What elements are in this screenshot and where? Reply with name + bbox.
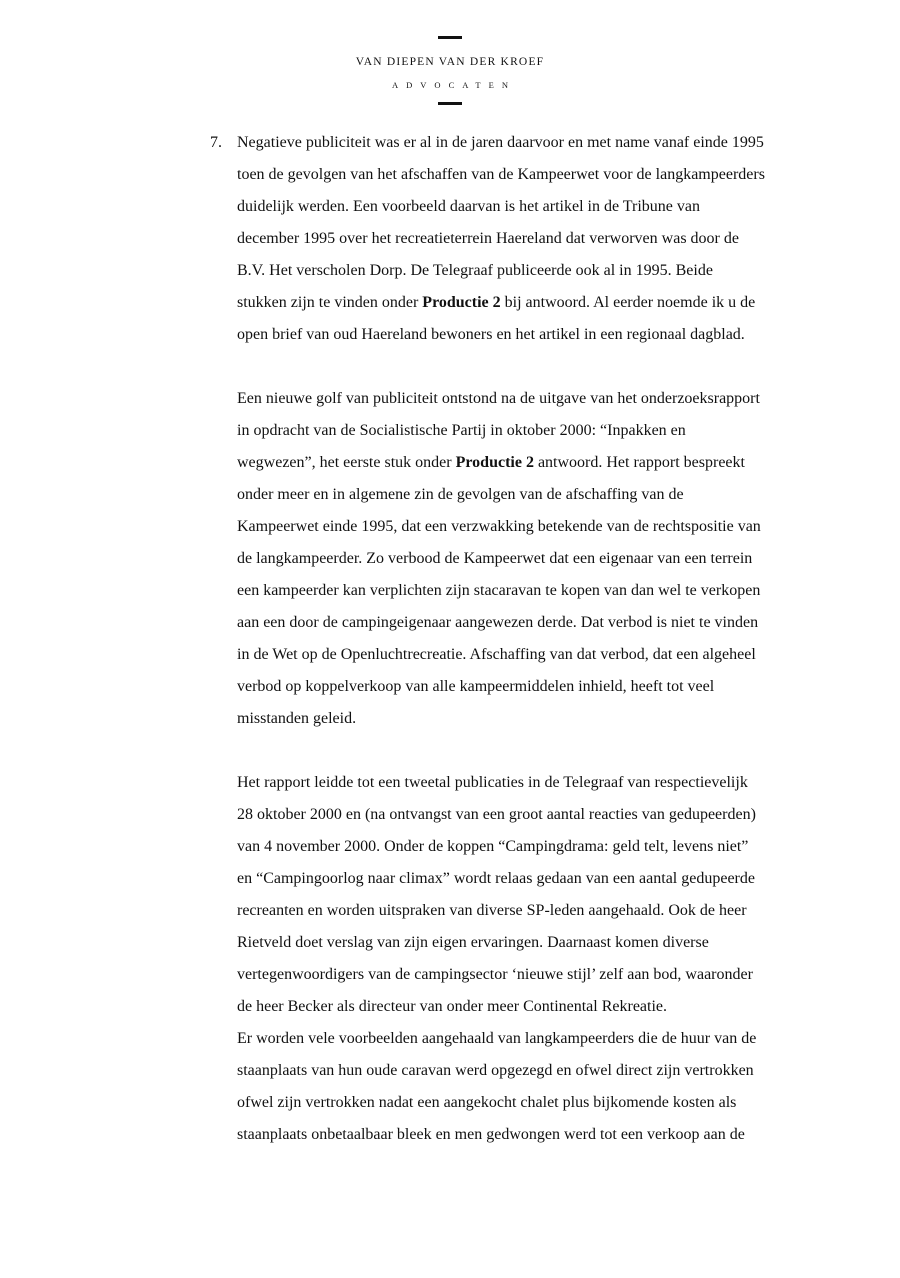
paragraph-line: Kampeerwet einde 1995, dat een verzwakking betekende van de rechtspositie van (237, 518, 761, 535)
paragraph-line (210, 127, 857, 159)
paragraph-line: misstanden geleid. (237, 710, 357, 727)
paragraph-line: in opdracht van de Socialistische Partij in oktober 2000: “Inpakken en (237, 422, 686, 439)
paragraph-line: Het rapport leidde tot een tweetal publicaties in de Telegraaf van respectievelijk (237, 774, 748, 791)
paragraph-line: 28 oktober 2000 en (na ontvangst van een groot aantal reacties van gedupeerden) (237, 806, 756, 823)
paragraph-line: december 1995 over het recreatieterrein Haereland dat verworven was door de (237, 230, 739, 247)
text-run: antwoord. Het rapport bespreekt (533, 454, 745, 471)
paragraph-line: van 4 november 2000. Onder de koppen “Campingdrama: geld telt, levens niet” (237, 838, 749, 855)
paragraph-line: staanplaats onbetaalbaar bleek en men gedwongen werd tot een verkoop aan de (237, 1126, 745, 1143)
paragraph-line: staanplaats van hun oude caravan werd opgezegd en ofwel direct zijn vertrokken (237, 1062, 754, 1079)
text-run: stukken zijn te vinden onder (237, 294, 423, 311)
paragraph-line: Rietveld doet verslag van zijn eigen ervaringen. Daarnaast komen diverse (237, 934, 709, 951)
paragraph-line: onder meer en in algemene zin de gevolgen van de afschaffing van de (237, 486, 684, 503)
paragraph-line (237, 447, 857, 479)
paragraph-line: Een nieuwe golf van publiciteit ontstond na de uitgave van het onderzoeksrapport (237, 390, 760, 407)
letterhead-top-rule (438, 36, 462, 39)
paragraph-line: toen de gevolgen van het afschaffen van de Kampeerwet voor de langkampeerders (237, 166, 765, 183)
paragraph-line: vertegenwoordigers van de campingsector ‘nieuwe stijl’ zelf aan bod, waaronder (237, 966, 753, 983)
paragraph-text: Negatieve publiciteit was er al in de jaren daarvoor en met name vanaf einde 1995 (237, 134, 764, 151)
document-body (210, 127, 857, 1151)
paragraph-line: recreanten en worden uitspraken van diverse SP-leden aangehaald. Ook de heer (237, 902, 747, 919)
paragraph-line: in de Wet op de Openluchtrecreatie. Afschaffing van dat verbod, dat een algeheel (237, 646, 756, 663)
paragraph-line: Er worden vele voorbeelden aangehaald van langkampeerders die de huur van de (237, 1030, 757, 1047)
text-run: bij antwoord. Al eerder noemde ik u de (500, 294, 756, 311)
paragraph-gap (237, 351, 857, 383)
paragraph-line: de heer Becker als directeur van onder meer Continental Rekreatie. (237, 998, 668, 1015)
paragraph-line: de langkampeerder. Zo verbood de Kampeerwet dat een eigenaar van een terrein (237, 550, 753, 567)
paragraph-number: 7. (210, 134, 222, 151)
paragraph-line (237, 287, 857, 319)
paragraph-line: en “Campingoorlog naar climax” wordt relaas gedaan van een aantal gedupeerde (237, 870, 755, 887)
firm-subtitle: ADVOCATEN (392, 80, 516, 90)
firm-name: VAN DIEPEN VAN DER KROEF (355, 56, 545, 68)
paragraph-line: duidelijk werden. Een voorbeeld daarvan is het artikel in de Tribune van (237, 198, 700, 215)
paragraph-line: een kampeerder kan verplichten zijn stacaravan te kopen van dan wel te verkopen (237, 582, 761, 599)
paragraph-line: open brief van oud Haereland bewoners en het artikel in een regionaal dagblad. (237, 326, 745, 343)
letterhead-bottom-rule (438, 102, 462, 105)
paragraph-line: B.V. Het verscholen Dorp. De Telegraaf publiceerde ook al in 1995. Beide (237, 262, 713, 279)
paragraph-line: ofwel zijn vertrokken nadat een aangekocht chalet plus bijkomende kosten als (237, 1094, 737, 1111)
production-reference: Productie 2 (422, 294, 501, 311)
paragraph-line: verbod op koppelverkoop van alle kampeermiddelen inhield, heeft tot veel (237, 678, 715, 695)
paragraph-gap (237, 735, 857, 767)
production-reference: Productie 2 (455, 454, 534, 471)
text-run: wegwezen”, het eerste stuk onder (237, 454, 456, 471)
paragraph-line: aan een door de campingeigenaar aangewezen derde. Dat verbod is niet te vinden (237, 614, 759, 631)
